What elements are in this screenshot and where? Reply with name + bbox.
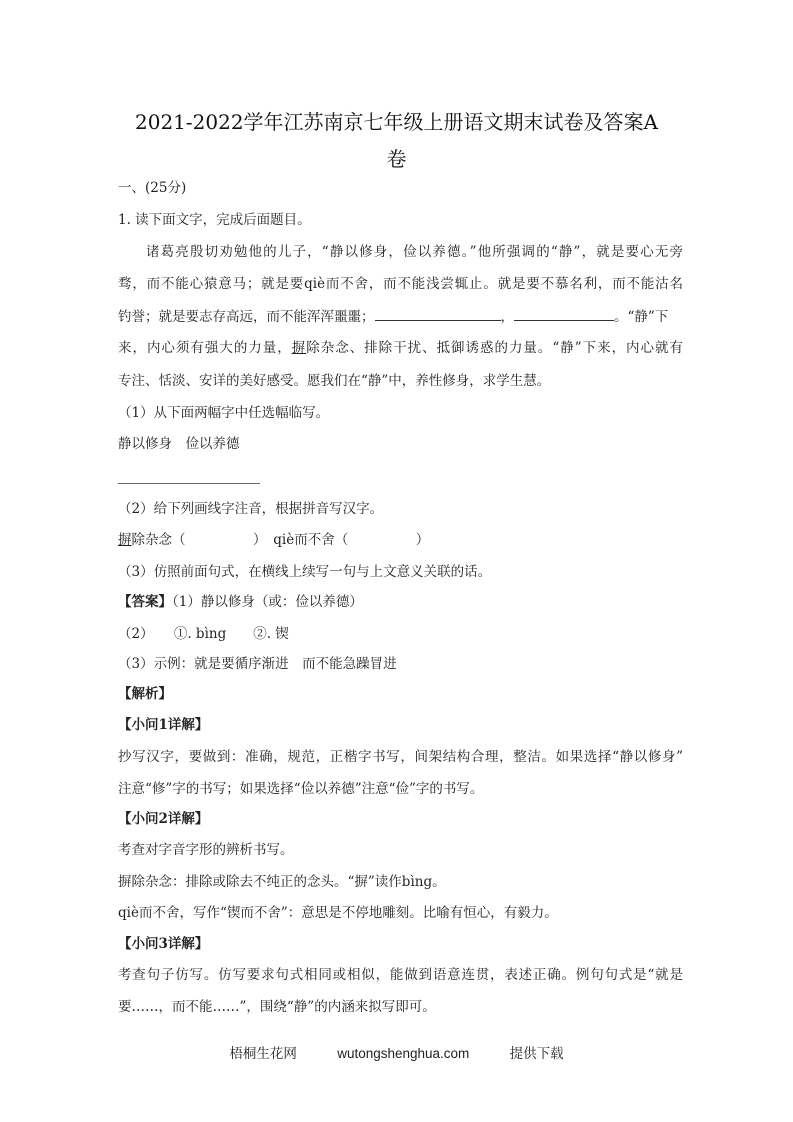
doc-title-line1: 2021-2022学年江苏南京七年级上册语文期末试卷及答案A bbox=[135, 110, 658, 134]
answer-line bbox=[118, 483, 260, 484]
answer-text: （1）静以修身（或：俭以养德） bbox=[172, 594, 363, 610]
sub-question-2: （2）给下列画线字注音，根据拼音写汉字。 bbox=[118, 501, 384, 517]
passage-line: 骛，而不能心猿意马；就是要qiè而不舍，而不能浅尝辄止。就是要不慕名利，而不能沽名 bbox=[118, 276, 683, 292]
analysis-text: 抄写汉字，要做到：准确，规范，正楷字书写，间架结构合理，整洁。如果选择“静以修身” bbox=[118, 749, 683, 765]
underlined-char: 摒 bbox=[118, 532, 132, 548]
doc-title-line2: 卷 bbox=[386, 147, 407, 171]
underlined-char: 摒 bbox=[291, 340, 307, 356]
passage-line bbox=[118, 306, 683, 327]
analysis-heading-1: 【小问1详解】 bbox=[118, 717, 209, 733]
answer-2: （2） ①. bìng ②. 锲 bbox=[118, 626, 289, 642]
analysis-label: 【解析】 bbox=[118, 686, 172, 702]
sub-question-2-items bbox=[118, 530, 429, 550]
passage-text: 除杂念、排除干扰、抵御诱惑的力量。“静”下来，内心就有 bbox=[306, 340, 683, 356]
passage-text: 。“静”下 bbox=[614, 309, 669, 325]
analysis-text: 摒除杂念：排除或除去不纯正的念头。“摒”读作bìng。 bbox=[118, 874, 446, 890]
copy-words: 静以修身 俭以养德 bbox=[118, 436, 240, 452]
footer-note: 提供下载 bbox=[509, 1046, 564, 1062]
answer-1 bbox=[118, 592, 363, 612]
answer-3: （3）示例：就是要循序渐进 而不能急躁冒进 bbox=[118, 656, 397, 672]
analysis-text: qiè而不舍，写作“锲而不舍”：意思是不停地雕刻。比喻有恒心，有毅力。 bbox=[118, 905, 558, 921]
sub-question-3: （3）仿照前面句式，在横线上续写一句与上文意义关联的话。 bbox=[118, 564, 492, 580]
passage-text: 钓誉；就是要志存高远，而不能浑浑噩噩； bbox=[118, 309, 375, 325]
passage-line: 诸葛亮殷切劝勉他的儿子，“静以修身，俭以养德。”他所强调的“静”，就是要心无旁 bbox=[146, 244, 683, 260]
pinyin-items: 除杂念（ ） qiè而不舍（ ） bbox=[131, 532, 430, 548]
analysis-heading-2: 【小问2详解】 bbox=[118, 811, 209, 827]
answer-label: 【答案】 bbox=[118, 594, 172, 610]
passage-line: 专注、恬淡、安详的美好感受。愿我们在“静”中，养性修身，求学生慧。 bbox=[118, 373, 551, 389]
footer-site: 梧桐生花网 bbox=[229, 1046, 297, 1062]
section-heading: 一、(25分) bbox=[118, 180, 187, 196]
passage-line bbox=[118, 338, 683, 358]
analysis-text: 考查句子仿写。仿写要求句式相同或相似，能做到语意连贯，表述正确。例句句式是“就是 bbox=[118, 967, 683, 983]
fill-blank-1[interactable] bbox=[375, 306, 501, 321]
sub-question-1: （1）从下面两幅字中任选幅临写。 bbox=[118, 405, 330, 421]
fill-blank-2[interactable] bbox=[514, 306, 614, 321]
analysis-text: 考查对字音字形的辨析书写。 bbox=[118, 842, 294, 858]
passage-text: 来，内心须有强大的力量， bbox=[118, 340, 292, 356]
passage-text: ， bbox=[500, 309, 514, 325]
page-footer bbox=[0, 1042, 793, 1062]
footer-url[interactable]: wutongshenghua.com bbox=[337, 1046, 470, 1061]
question-stem: 1. 读下面文字，完成后面题目。 bbox=[118, 212, 311, 228]
analysis-heading-3: 【小问3详解】 bbox=[118, 936, 209, 952]
analysis-text: 要……，而不能……”，围绕“静”的内涵来拟写即可。 bbox=[118, 999, 436, 1015]
analysis-text: 注意“修”字的书写；如果选择“俭以养德”注意“俭”字的书写。 bbox=[118, 781, 484, 797]
